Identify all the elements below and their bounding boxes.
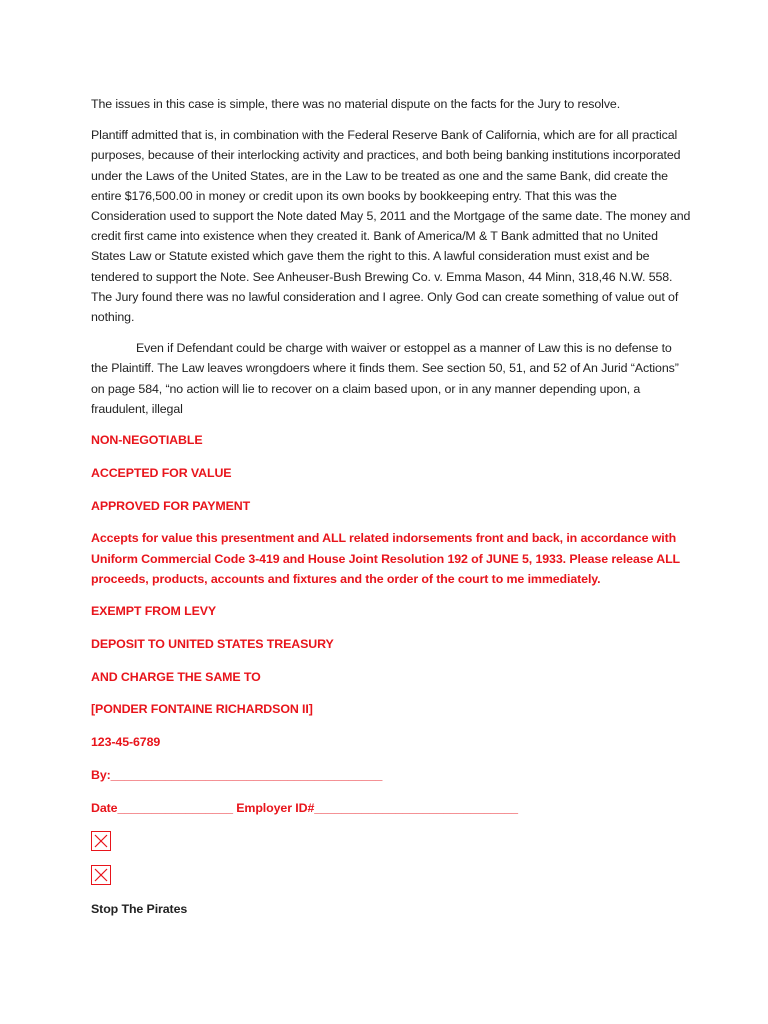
- stamp-name: [PONDER FONTAINE RICHARDSON II]: [91, 702, 313, 717]
- stamp-ssn: 123-45-6789: [91, 735, 161, 750]
- date-employer-id-line: Date_________________ Employer ID#______________________________: [91, 800, 518, 815]
- signature-x-box-1: [91, 831, 111, 851]
- x-mark-icon: [92, 832, 110, 850]
- document-page: [91, 94, 691, 919]
- paragraph-waiver-estoppel: Even if Defendant could be charge with waiver or estoppel as a manner of Law this is no defense to the Plaintiff. The Law leaves wrongdoers where it finds them. See section 50, 51, and 52 of An Jurid “Actions” on page 584, “no action will lie to recover on a claim based upon, or in any manner depending upon, a fraudulent, illegal: [91, 341, 679, 416]
- stamp-non-negotiable: NON-NEGOTIABLE: [91, 433, 203, 448]
- stamp-exempt-from-levy: EXEMPT FROM LEVY: [91, 604, 217, 619]
- stamp-deposit-treasury: DEPOSIT TO UNITED STATES TREASURY: [91, 636, 334, 651]
- signature-x-box-2: [91, 865, 111, 885]
- footer-slogan: Stop The Pirates: [91, 901, 188, 916]
- paragraph-plaintiff-admission: Plantiff admitted that is, in combination with the Federal Reserve Bank of California, which are for all practical purposes, because of their interlocking activity and practices, and both being banking institutions incorporated under the Laws of the United States, are in the Law to be treated as one and the same Bank, did create the entire $176,500.00 in money or credit upon its own books by bookkeeping entry. That this was the Consideration used to support the Note dated May 5, 2011 and the Mortgage of the same date. The money and credit first came into existence when they created it. Bank of America/M & T Bank admitted that no United States Law or Statute existed which gave them the right to this. A lawful consideration must exist and be tendered to support the Note. See Anheuser-Bush Brewing Co. v. Emma Mason, 44 Minn, 318,46 N.W. 558. The Jury found there was no lawful consideration and I agree. Only God can create something of value out of nothing.: [91, 128, 691, 325]
- x-mark-icon: [92, 866, 110, 884]
- paragraph-issues: The issues in this case is simple, there was no material dispute on the facts for the Jury to resolve.: [91, 97, 621, 111]
- stamp-statement: Accepts for value this presentment and ALL related indorsements front and back, in accordance with Uniform Commercial Code 3-419 and House Joint Resolution 192 of JUNE 5, 1933. Please release ALL proceeds, products, accounts and fixtures and the order of the court to me immediately.: [91, 531, 680, 586]
- signature-by-line: By:________________________________________: [91, 768, 383, 783]
- stamp-charge-same: AND CHARGE THE SAME TO: [91, 669, 261, 684]
- stamp-approved-for-payment: APPROVED FOR PAYMENT: [91, 498, 251, 513]
- stamp-accepted-for-value: ACCEPTED FOR VALUE: [91, 465, 232, 480]
